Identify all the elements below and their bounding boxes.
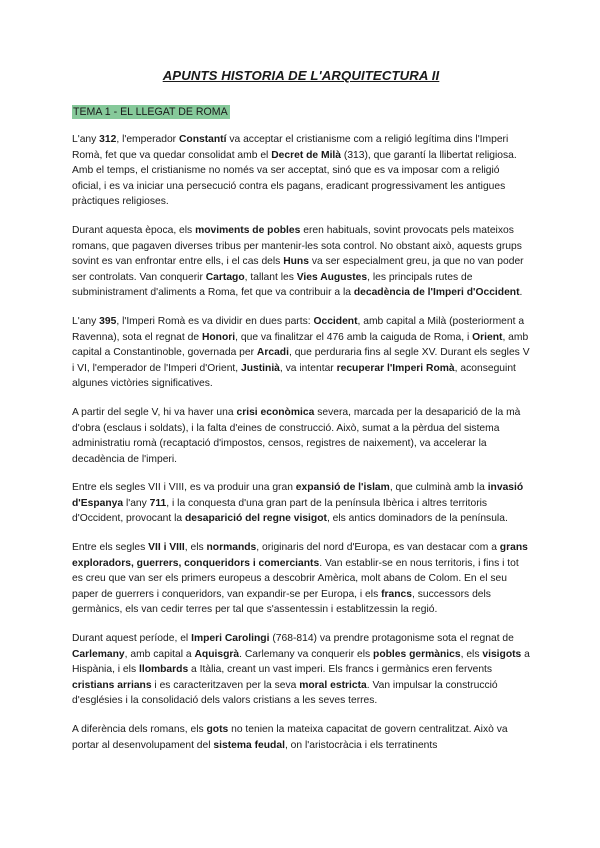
- text-run: . Van impulsar la construcció d'esglésies i la consolidació dels valors cristians a les seves terres.: [72, 679, 498, 707]
- text-run: , que culminà amb la: [389, 482, 488, 494]
- bold-text: Decret de Milà: [271, 149, 342, 161]
- bold-text: Aquisgrà: [194, 648, 240, 660]
- text-run: , les principals rutes de subministrament d'aliments a Roma, fet que va contribuir a la: [72, 271, 473, 299]
- document-body: [72, 132, 530, 753]
- bold-text: 711: [149, 497, 167, 509]
- bold-text: normands: [206, 542, 257, 554]
- text-run: , tallant les: [244, 271, 297, 283]
- text-run: (768-814) va prendre protagonisme sota el regnat de: [269, 633, 514, 645]
- text-run: , i la conquesta d'una gran part de la península Ibèrica i altres territoris d'Occident, provocant la: [72, 497, 488, 525]
- text-run: . Van establir-se en nous territoris, i fins i tot es creu que van ser els primers europeus a descobrir Amèrica, molt abans de Colom. En el seu paper de guerrers i conqueridors, van expandir-se per Europa, i els: [72, 557, 519, 600]
- text-run: , amb capital a Constantinoble, governada per: [72, 331, 529, 359]
- bold-text: Occident: [313, 315, 358, 327]
- text-run: , amb capital a Milà (posteriorment a Ravenna), sota el regnat de: [72, 315, 525, 343]
- text-run: Durant aquest període, el: [72, 633, 192, 645]
- bold-text: 312: [99, 134, 117, 145]
- bold-text: Vies Augustes: [296, 271, 368, 283]
- bold-text: Justinià: [241, 362, 280, 374]
- paragraph-5: [72, 480, 530, 527]
- text-run: , va intentar: [279, 362, 337, 374]
- bold-text: Orient: [472, 331, 503, 343]
- bold-text: Honori: [201, 331, 236, 343]
- document-title: APUNTS HISTORIA DE L'ARQUITECTURA II: [162, 68, 440, 83]
- bold-text: Huns: [283, 256, 309, 268]
- text-run: A partir del segle V, hi va haver una: [72, 406, 237, 418]
- text-run: , que va finalitzar el 476 amb la caiguda de Roma, i: [235, 331, 473, 343]
- text-run: L'any: [72, 134, 100, 145]
- bold-text: cristians arrians: [72, 679, 152, 691]
- text-run: l'any: [123, 497, 150, 509]
- text-run: Entre els segles VII i VIII, es va produir una gran: [72, 482, 296, 494]
- paragraph-7: [72, 631, 530, 709]
- bold-text: pobles germànics: [373, 648, 461, 660]
- bold-text: grans exploradors, guerrers, conqueridors i comerciants: [72, 542, 528, 569]
- bold-text: moral estricta: [299, 679, 367, 691]
- bold-text: Arcadi: [256, 347, 289, 359]
- text-run: (313), que garantí la llibertat religiosa. Amb el temps, el cristianisme no només va ser acceptat, sinó que es va imposar com a religió oficial, i es va iniciar una persecució contra els pagans, eradicant progressivament les antigues pràctiques religioses.: [72, 149, 517, 208]
- text-run: va acceptar el cristianisme com a religió legítima dins l'Imperi Romà, fet que va quedar consolidat amb el: [72, 134, 509, 161]
- bold-text: Carlemany: [72, 648, 125, 660]
- paragraph-4: [72, 405, 530, 467]
- text-run: , originaris del nord d'Europa, es van destacar com a: [256, 542, 500, 554]
- text-run: A diferència dels romans, els: [72, 724, 207, 735]
- text-run: Durant aquesta època, els: [72, 224, 196, 236]
- text-run: Entre els segles: [72, 542, 149, 554]
- bold-text: desaparició del regne visigot: [185, 513, 327, 525]
- paragraph-1: [72, 132, 530, 210]
- section-heading: TEMA 1 - EL LLEGAT DE ROMA: [73, 106, 228, 118]
- text-run: , on l'aristocràcia i els terratinents: [284, 739, 438, 751]
- text-run: no tenien la mateixa capacitat de govern centralitzat. Això va portar al desenvolupament del: [72, 724, 508, 751]
- bold-text: Cartago: [205, 271, 245, 283]
- text-run: , l'Imperi Romà es va dividir en dues parts:: [116, 315, 314, 327]
- bold-text: llombards: [138, 664, 189, 676]
- text-run: . Carlemany va conquerir els: [239, 648, 374, 660]
- text-run: , els antics dominadors de la península.: [326, 513, 508, 525]
- text-run: a Itàlia, creant un vast imperi. Els francs i germànics eren fervents: [188, 664, 493, 676]
- bold-text: gots: [206, 724, 229, 735]
- paragraph-3: [72, 314, 530, 392]
- text-run: , l'emperador: [116, 134, 179, 145]
- bold-text: Imperi Carolingi: [191, 633, 270, 645]
- text-run: a Hispània, i els: [72, 648, 530, 676]
- bold-text: expansió de l'islam: [295, 482, 390, 494]
- bold-text: decadència de l'Imperi d'Occident: [353, 287, 520, 299]
- text-run: , els: [460, 648, 483, 660]
- paragraph-8: [72, 722, 530, 753]
- bold-text: visigots: [482, 648, 522, 660]
- text-run: , aconseguint algunes victòries significatives.: [72, 362, 516, 390]
- paragraph-6: [72, 540, 530, 618]
- text-run: va ser especialment greu, ja que no van poder ser controlats. Van conquerir: [72, 256, 524, 283]
- bold-text: moviments de pobles: [195, 224, 301, 236]
- bold-text: VII i VIII: [148, 542, 185, 554]
- text-run: , amb capital a: [124, 648, 195, 660]
- bold-text: crisi econòmica: [236, 406, 315, 418]
- paragraph-2: [72, 223, 530, 301]
- text-run: severa, marcada per la desaparició de la mà d'obra (esclaus i soldats), i la falta d'eines de construcció. Això, sumat a la pèrdua del sistema administratiu romà (recaptació d'impostos, censos, registres de naixement), va accelerar la decadència de l'imperi.: [72, 406, 521, 465]
- bold-text: invasió d'Espanya: [72, 482, 524, 509]
- text-run: L'any: [72, 315, 100, 327]
- text-run: , successors dels germànics, els van cedir terres per tal que s'assentessin i establitzessin la regió.: [72, 588, 491, 616]
- text-run: , els: [184, 542, 207, 554]
- bold-text: sistema feudal: [213, 739, 285, 751]
- text-run: .: [519, 287, 523, 299]
- bold-text: Constantí: [178, 134, 227, 145]
- bold-text: francs: [381, 588, 412, 600]
- text-run: i es caracteritzaven per la seva: [151, 679, 300, 691]
- bold-text: recuperar l'Imperi Romà: [336, 362, 455, 374]
- text-run: , que perduraria fins al segle XV. Durant els segles V i VI, l'emperador de l'Imperi d'Orient,: [72, 347, 530, 374]
- bold-text: 395: [99, 315, 117, 327]
- text-run: eren habituals, sovint provocats pels mateixos romans, que pagaven diverses tribus per mantenir-les sota control. No obstant això, aquests grups sovint es van enfrontar entre ells, i el cas dels: [72, 224, 522, 268]
